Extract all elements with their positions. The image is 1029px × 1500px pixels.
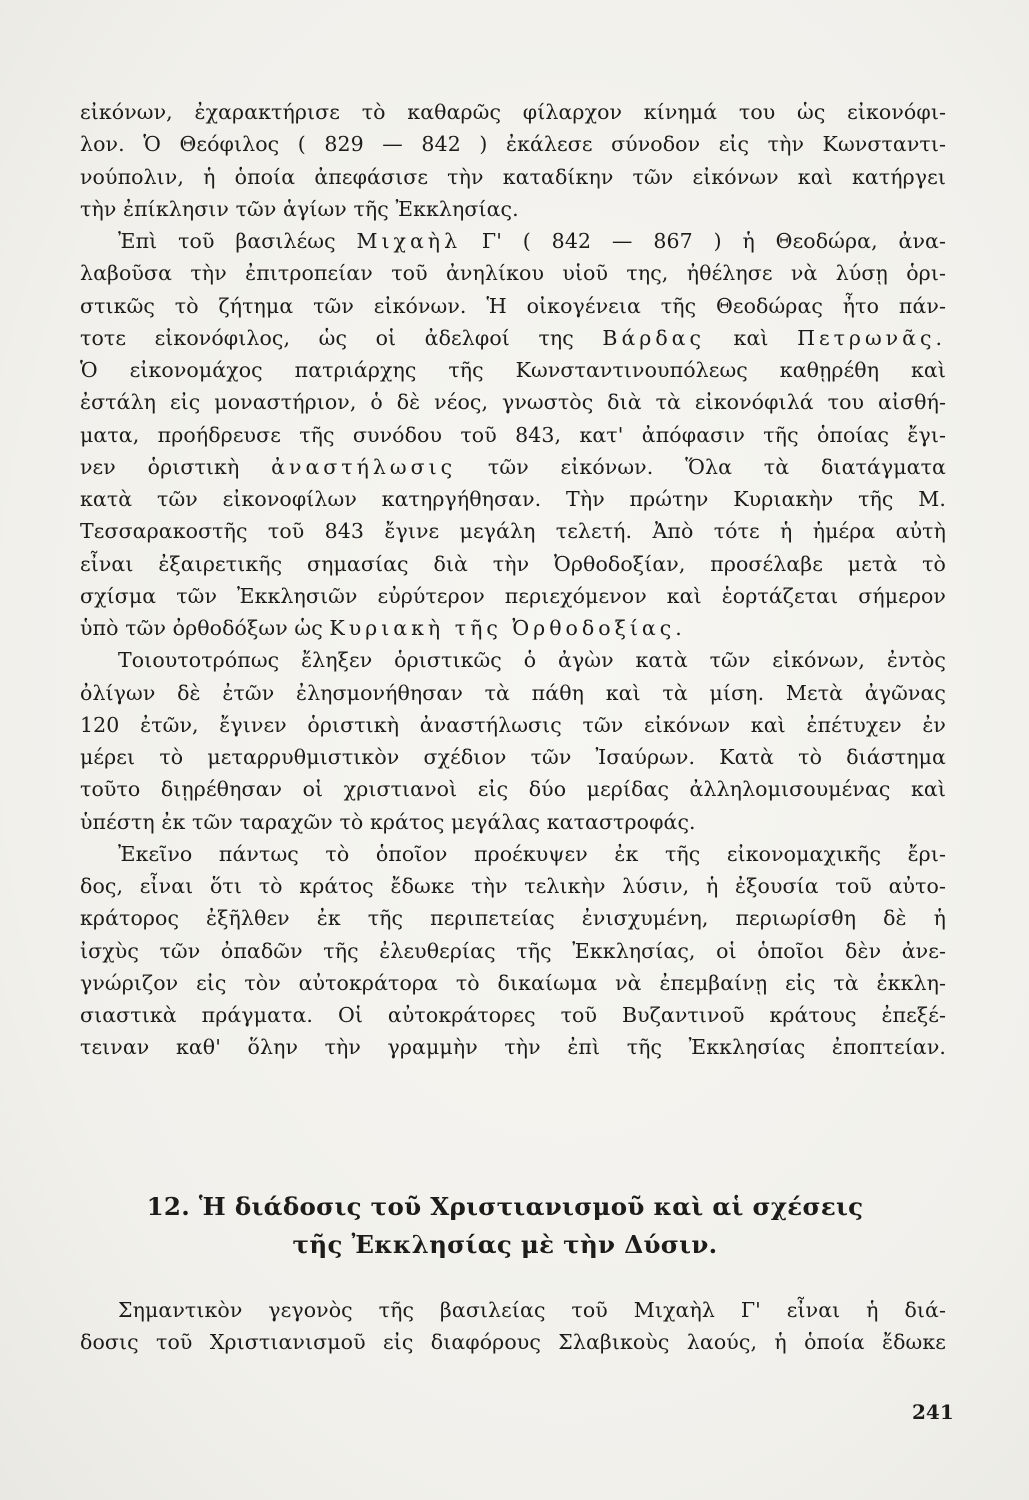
text-line: μέρει τὸ μεταρρυθμιστικὸν σχέδιον τῶν Ἰσαύρων. Κατὰ τὸ διάστημα — [80, 745, 946, 769]
text-line: ὀλίγων δὲ ἐτῶν ἐλησμονήθησαν τὰ πάθη καὶ τὰ μίση. Μετὰ ἀγῶνας — [80, 680, 946, 705]
person-name: Πετρωνᾶς. — [797, 325, 946, 350]
body-text — [80, 96, 946, 1064]
text-line: τοτε εἰκονόφιλος, ὡς οἱ ἀδελφοί της Βάρδας καὶ Πετρωνᾶς. — [80, 325, 946, 350]
text-line: ὑπὸ τῶν ὀρθοδόξων ὡς Κυριακὴ τῆς Ὀρθοδοξίας. — [80, 616, 686, 640]
text-line: νούπολιν, ἡ ὁποία ἀπεφάσισε τὴν καταδίκην τῶν εἰκόνων καὶ κατήργει — [80, 164, 946, 189]
text-line: ὑπέστη ἐκ τῶν ταραχῶν τὸ κράτος μεγάλας καταστροφάς. — [80, 809, 696, 834]
text-line: Ὁ εἰκονομάχος πατριάρχης τῆς Κωνσταντινουπόλεως καθῃρέθη καὶ — [80, 358, 946, 382]
text-line: κράτορος ἐξῆλθεν ἐκ τῆς περιπετείας ἐνισχυμένη, περιωρίσθη δὲ ἡ — [80, 906, 946, 931]
text-line: σιαστικὰ πράγματα. Οἱ αὐτοκράτορες τοῦ Βυζαντινοῦ κράτους ἐπεξέ- — [80, 1003, 946, 1027]
text-line: γνώριζον εἰς τὸν αὐτοκράτορα τὸ δικαίωμα νὰ ἐπεμβαίνῃ εἰς τὰ ἐκκλη- — [80, 970, 946, 995]
text-line: κατὰ τῶν εἰκονοφίλων κατηργήθησαν. Τὴν πρώτην Κυριακὴν τῆς Μ. — [80, 487, 946, 511]
text-line: Τοιουτοτρόπως ἔληξεν ὁριστικῶς ὁ ἀγὼν κατὰ τῶν εἰκόνων, ἐντὸς — [118, 648, 946, 673]
text-line: τειναν καθ' ὅλην τὴν γραμμὴν τὴν ἐπὶ τῆς Ἐκκλησίας ἐποπτείαν. — [80, 1035, 946, 1060]
text-line: σχίσμα τῶν Ἐκκλησιῶν εὐρύτερον περιεχόμενον καὶ ἑορτάζεται σήμερον — [80, 583, 946, 608]
text-line: Σημαντικὸν γεγονὸς τῆς βασιλείας τοῦ Μιχαὴλ Γ' εἶναι ἡ διά- — [118, 1298, 946, 1322]
text-line: 120 ἐτῶν, ἔγινεν ὁριστικὴ ἀναστήλωσις τῶν εἰκόνων καὶ ἐπέτυχεν ἐν — [80, 712, 946, 737]
text-line: εἰκόνων, ἐχαρακτήρισε τὸ καθαρῶς φίλαρχον κίνημά του ὡς εἰκονόφι- — [80, 100, 946, 124]
text-line: στικῶς τὸ ζήτημα τῶν εἰκόνων. Ἡ οἰκογένεια τῆς Θεοδώρας ἦτο πάν- — [80, 293, 946, 318]
body-text-continued — [80, 1294, 946, 1359]
text-line: δος, εἶναι ὅτι τὸ κράτος ἔδωκε τὴν τελικὴν λύσιν, ἡ ἐξουσία τοῦ αὐτο- — [80, 874, 946, 898]
text-line: ἰσχὺς τῶν ὀπαδῶν τῆς ἐλευθερίας τῆς Ἐκκλησίας, οἱ ὁποῖοι δὲν ἀνε- — [80, 938, 946, 963]
text-line: δοσις τοῦ Χριστιανισμοῦ εἰς διαφόρους Σλαβικοὺς λαούς, ἡ ὁποία ἔδωκε — [80, 1330, 946, 1355]
text-line: Ἐκεῖνο πάντως τὸ ὁποῖον προέκυψεν ἐκ τῆς εἰκονομαχικῆς ἔρι- — [118, 841, 946, 866]
person-name: Βάρδας — [602, 325, 706, 350]
emperor-name: Μιχαὴλ — [356, 229, 462, 253]
text-line: λαβοῦσα τὴν ἐπιτροπείαν τοῦ ἀνηλίκου υἱοῦ της, ἠθέλησε νὰ λύσῃ ὁρι- — [80, 261, 946, 286]
text-line: τοῦτο διῃρέθησαν οἱ χριστιανοὶ εἰς δύο μερίδας ἀλληλομισουμένας καὶ — [80, 777, 946, 802]
text-line: λον. Ὁ Θεόφιλος ( 829 — 842 ) ἐκάλεσε σύνοδον εἰς τὴν Κωνσταντι- — [80, 132, 946, 157]
page-number: 241 — [912, 1400, 954, 1424]
section-heading-line: 12. Ἡ διάδοσις τοῦ Χριστιανισμοῦ καὶ αἱ σχέσεις — [146, 1192, 864, 1221]
section-heading-line: τῆς Ἐκκλησίας μὲ τὴν Δύσιν. — [292, 1230, 718, 1259]
text-line: Ἐπὶ τοῦ βασιλέως Μιχαὴλ Γ' ( 842 — 867 ) ἡ Θεοδώρα, ἀνα- — [118, 229, 946, 253]
section-heading — [110, 1188, 900, 1264]
text-line: ἐστάλη εἰς μοναστήριον, ὁ δὲ νέος, γνωστὸς διὰ τὰ εἰκονόφιλά του αἰσθή- — [80, 390, 946, 415]
emphasized-term: Κυριακὴ τῆς Ὀρθοδοξίας. — [329, 616, 686, 640]
text-line: νεν ὁριστικὴ ἀναστήλωσις τῶν εἰκόνων. Ὅλα τὰ διατάγματα — [80, 454, 946, 479]
emphasized-term: ἀναστήλωσις — [271, 454, 457, 479]
text-line: Τεσσαρακοστῆς τοῦ 843 ἔγινε μεγάλη τελετή. Ἀπὸ τότε ἡ ἡμέρα αὐτὴ — [80, 519, 946, 544]
text-line: ματα, προήδρευσε τῆς συνόδου τοῦ 843, κατ' ἀπόφασιν τῆς ὁποίας ἔγι- — [80, 422, 946, 447]
text-line: εἶναι ἐξαιρετικῆς σημασίας διὰ τὴν Ὀρθοδοξίαν, προσέλαβε μετὰ τὸ — [80, 551, 946, 576]
text-line: τὴν ἐπίκλησιν τῶν ἁγίων τῆς Ἐκκλησίας. — [80, 196, 519, 221]
